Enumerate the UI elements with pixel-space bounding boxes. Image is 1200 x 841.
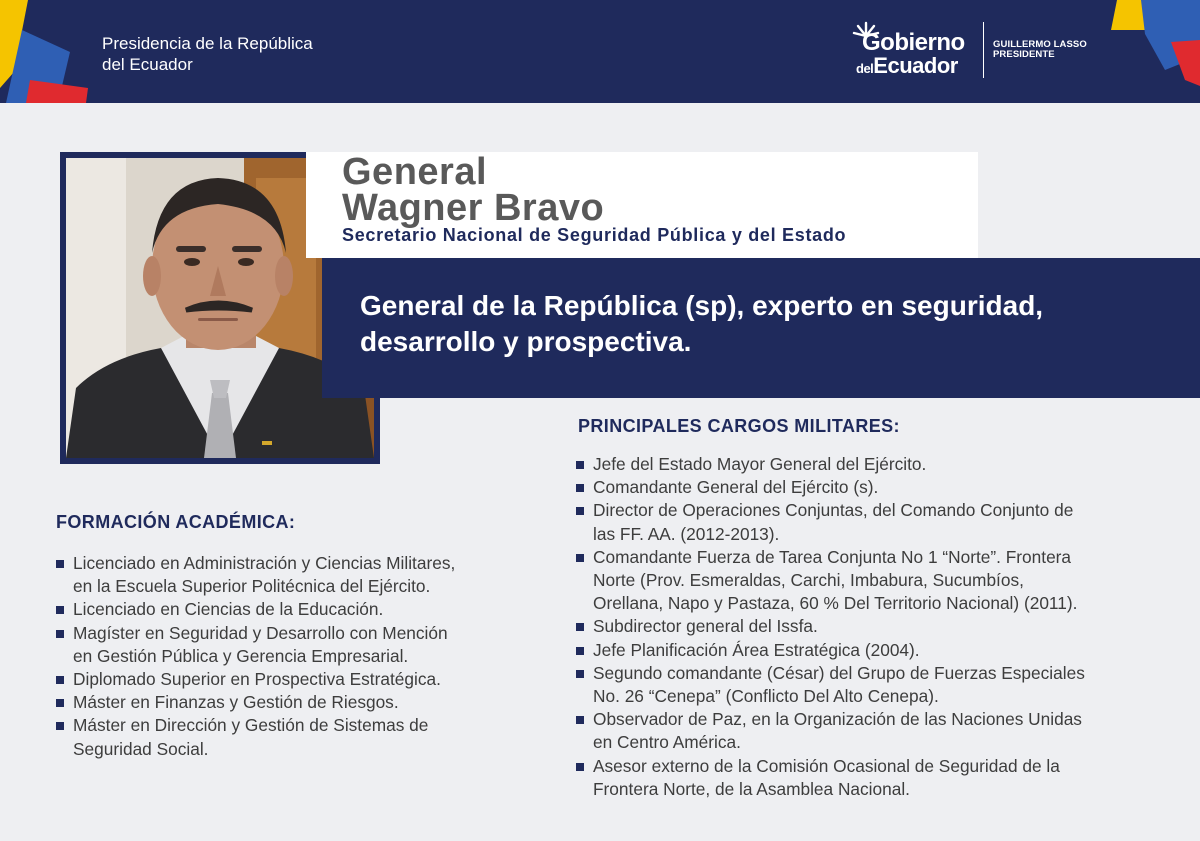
bullet-icon <box>576 484 584 492</box>
list-item <box>56 714 546 760</box>
bullet-icon <box>56 560 64 568</box>
org-line-1: Presidencia de la República <box>102 34 313 53</box>
list-item-line: Director de Operaciones Conjuntas, del Comando Conjunto de <box>593 500 1074 521</box>
org-line-2: del Ecuador <box>102 55 193 74</box>
list-item-line: Diplomado Superior en Prospectiva Estratégica. <box>73 669 441 690</box>
logo-divider <box>983 22 984 78</box>
cargos-list <box>576 453 1186 801</box>
president-name: GUILLERMO LASSO <box>993 39 1087 50</box>
name-line-1: General <box>342 151 488 193</box>
list-item-line: en Centro América. <box>593 732 741 753</box>
president-title: PRESIDENTE <box>993 49 1055 60</box>
bullet-icon <box>576 461 584 469</box>
list-item-line: Frontera Norte, de la Asamblea Nacional. <box>593 778 910 799</box>
list-item <box>576 476 1186 499</box>
list-item <box>576 615 1186 638</box>
list-item-line: Observador de Paz, en la Organización de las Naciones Unidas <box>593 709 1082 730</box>
logo-word-ecuador <box>856 53 958 79</box>
list-item-line: Comandante General del Ejército (s). <box>593 477 879 498</box>
cargos-title: PRINCIPALES CARGOS MILITARES: <box>578 416 900 436</box>
person-name <box>342 151 605 229</box>
bullet-icon <box>576 647 584 655</box>
bullet-icon <box>576 554 584 562</box>
formacion-title: FORMACIÓN ACADÉMICA: <box>56 512 296 532</box>
summary-banner <box>322 258 1200 398</box>
bullet-icon <box>56 699 64 707</box>
gobierno-logo <box>852 20 976 82</box>
list-item <box>56 691 546 714</box>
name-line-2: Wagner Bravo <box>342 187 605 229</box>
bullet-icon <box>56 630 64 638</box>
logo-word-ecuador-text: Ecuador <box>873 53 958 78</box>
bullet-icon <box>576 716 584 724</box>
logo-word-gobierno: Gobierno <box>862 29 965 56</box>
list-item <box>576 639 1186 662</box>
president-credit <box>993 40 1087 60</box>
list-item-line: las FF. AA. (2012-2013). <box>593 523 780 544</box>
formacion-list <box>56 552 546 761</box>
list-item <box>576 453 1186 476</box>
list-item <box>576 708 1186 754</box>
bullet-icon <box>576 507 584 515</box>
decorative-corner-right <box>1105 0 1200 103</box>
list-item <box>576 662 1186 708</box>
bullet-icon <box>576 623 584 631</box>
list-item-line: Comandante Fuerza de Tarea Conjunta No 1 “Norte”. Frontera <box>593 546 1072 567</box>
list-item-line: Licenciado en Ciencias de la Educación. <box>73 599 384 620</box>
list-item-line: Subdirector general del Issfa. <box>593 616 818 637</box>
list-item-line: Norte (Prov. Esmeraldas, Carchi, Imbabura, Sucumbíos, <box>593 570 1024 591</box>
list-item-line: Máster en Finanzas y Gestión de Riesgos. <box>73 692 399 713</box>
summary-text: General de la República (sp), experto en seguridad, desarrollo y prospectiva. <box>360 290 1044 357</box>
list-item <box>576 499 1186 545</box>
list-item <box>576 755 1186 801</box>
bullet-icon <box>56 722 64 730</box>
list-item-line: en Gestión Pública y Gerencia Empresarial. <box>73 645 409 666</box>
page-header <box>0 0 1200 103</box>
bullet-icon <box>56 606 64 614</box>
list-item-line: Magíster en Seguridad y Desarrollo con Mención <box>73 622 448 643</box>
list-item-line: Orellana, Napo y Pastaza, 60 % Del Territorio Nacional) (2011). <box>593 593 1078 614</box>
list-item-line: No. 26 “Cenepa” (Conflicto Del Alto Cenepa). <box>593 686 939 707</box>
list-item <box>56 622 546 668</box>
list-item-line: en la Escuela Superior Politécnica del Ejército. <box>73 576 431 597</box>
name-card <box>306 152 978 258</box>
list-item <box>56 668 546 691</box>
person-role: Secretario Nacional de Seguridad Pública y del Estado <box>342 225 847 245</box>
list-item-line: Jefe del Estado Mayor General del Ejército. <box>593 454 927 474</box>
decorative-corner-left <box>0 0 95 103</box>
list-item-line: Seguridad Social. <box>73 738 209 759</box>
list-item <box>576 546 1186 616</box>
organization-name <box>102 33 313 75</box>
bullet-icon <box>576 763 584 771</box>
list-item <box>56 552 546 598</box>
list-item-line: Jefe Planificación Área Estratégica (2004). <box>593 639 920 660</box>
bullet-icon <box>576 670 584 678</box>
list-item-line: Licenciado en Administración y Ciencias Militares, <box>73 553 456 573</box>
list-item-line: Asesor externo de la Comisión Ocasional de Seguridad de la <box>593 755 1060 776</box>
list-item-line: Máster en Dirección y Gestión de Sistemas de <box>73 715 429 736</box>
list-item <box>56 598 546 621</box>
list-item-line: Segundo comandante (César) del Grupo de Fuerzas Especiales <box>593 662 1085 683</box>
bullet-icon <box>56 676 64 684</box>
logo-word-del: del <box>856 61 874 76</box>
